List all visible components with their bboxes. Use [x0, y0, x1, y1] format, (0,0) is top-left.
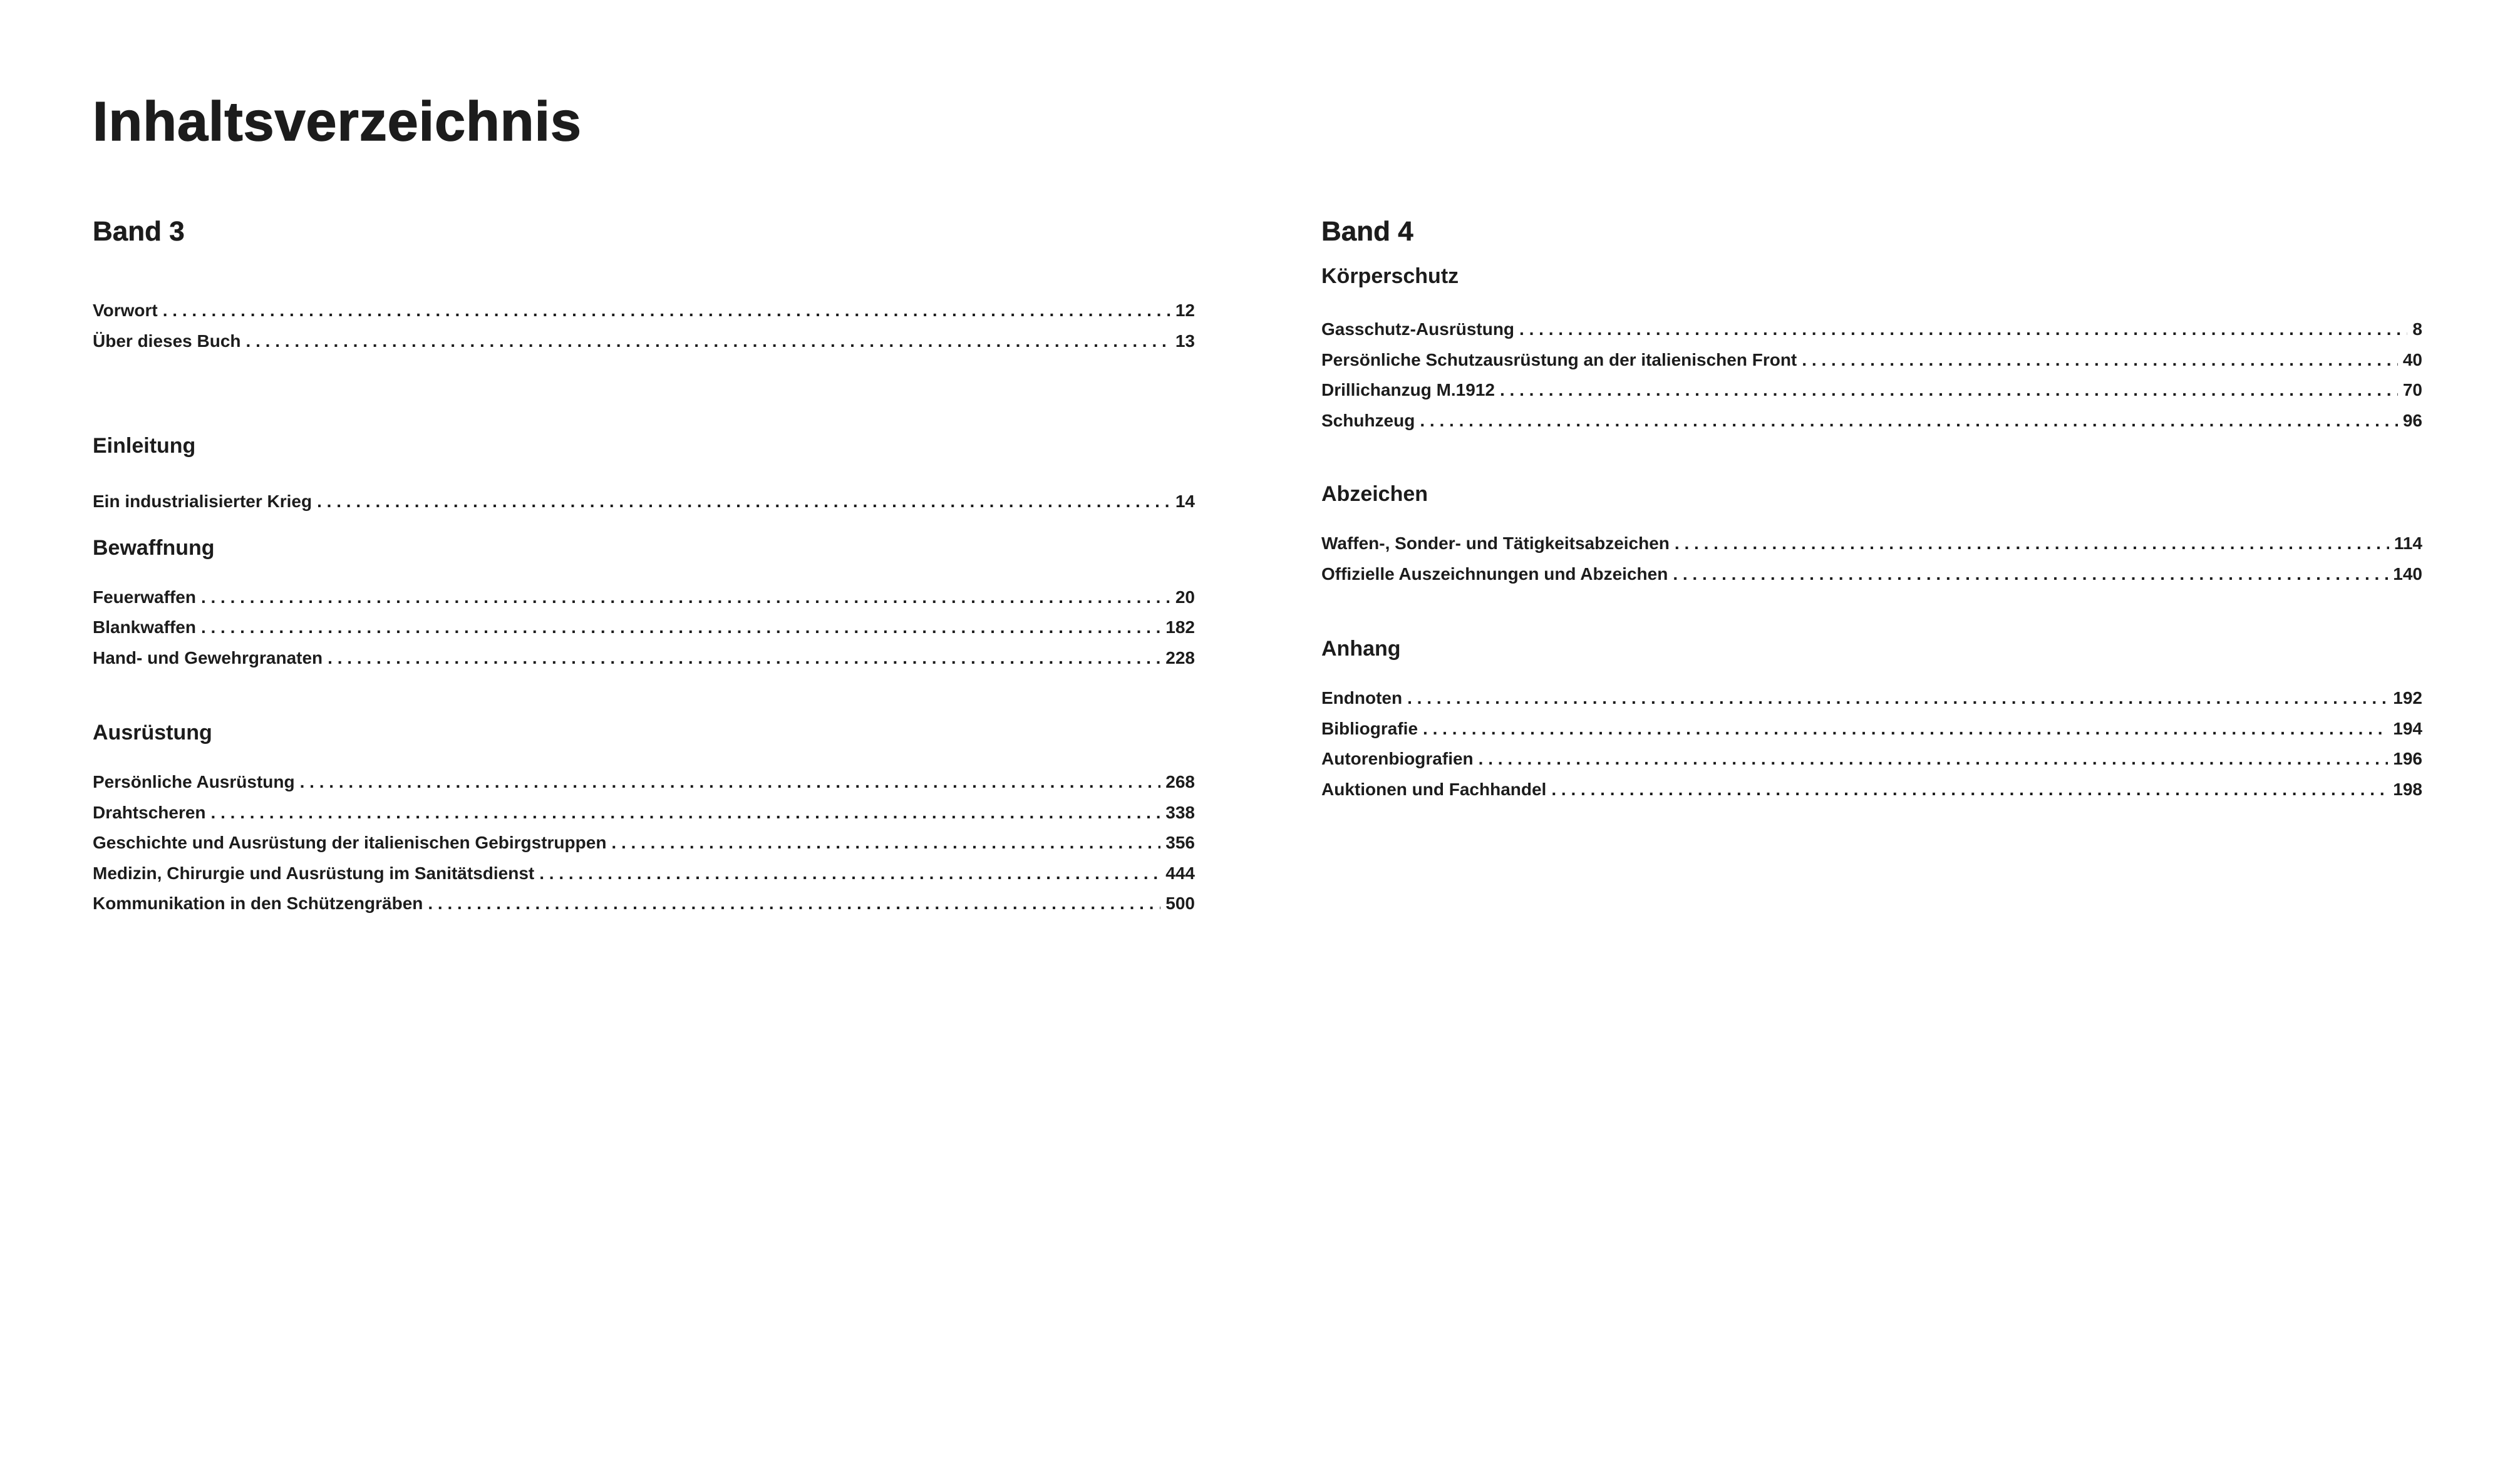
- dot-leader: [1551, 775, 2388, 805]
- toc-entry[interactable]: [1321, 406, 2422, 436]
- toc-entry-label: Feuerwaffen: [93, 587, 196, 607]
- dot-leader: [317, 487, 1170, 517]
- toc-entry-label: Persönliche Ausrüstung: [93, 772, 295, 791]
- toc-entry[interactable]: [1321, 744, 2422, 775]
- toc-entry-page: 356: [1165, 833, 1195, 852]
- toc-entry-page: 196: [2393, 749, 2422, 768]
- dot-leader: [428, 889, 1160, 919]
- toc-entry-page: 268: [1165, 772, 1195, 791]
- section-heading: Abzeichen: [1321, 482, 1428, 506]
- dot-leader: [201, 582, 1170, 613]
- toc-column-band-3: [93, 213, 1195, 919]
- toc-entry-page: 228: [1165, 647, 1195, 667]
- toc-entry-page: 40: [2402, 349, 2422, 369]
- dot-leader: [1420, 406, 2398, 436]
- toc-entry-page: 338: [1165, 802, 1195, 822]
- section-heading: Körperschutz: [1321, 264, 1459, 288]
- toc-entry-page: 20: [1175, 587, 1195, 607]
- toc-entry-label: Hand- und Gewehrgranaten: [93, 647, 323, 667]
- toc-entry[interactable]: [1321, 375, 2422, 406]
- dot-leader: [1500, 375, 2398, 406]
- toc-entry-label: Offizielle Auszeichnungen und Abzeichen: [1321, 564, 1668, 584]
- dot-leader: [1423, 714, 2388, 745]
- dot-leader: [1673, 559, 2388, 590]
- dot-leader: [1519, 314, 2407, 345]
- toc-entry-label: Über dieses Buch: [93, 331, 241, 351]
- dot-leader: [163, 296, 1170, 326]
- toc-entry[interactable]: [93, 858, 1195, 889]
- dot-leader: [611, 828, 1160, 858]
- toc-entry[interactable]: [93, 296, 1195, 326]
- dot-leader: [1407, 683, 2388, 714]
- toc-entry-label: Drahtscheren: [93, 802, 206, 822]
- toc-entry-page: 13: [1175, 331, 1195, 351]
- toc-entry-page: 194: [2393, 718, 2422, 738]
- toc-entry[interactable]: [1321, 559, 2422, 590]
- toc-entry-label: Auktionen und Fachhandel: [1321, 779, 1547, 799]
- toc-entry-page: 444: [1165, 863, 1195, 883]
- section-list: [93, 582, 1195, 674]
- toc-entry-label: Gasschutz-Ausrüstung: [1321, 319, 1515, 339]
- section-list: [93, 767, 1195, 919]
- toc-entry-label: Waffen-, Sonder- und Tätigkeitsabzeichen: [1321, 533, 1670, 553]
- band-title: Band 3: [93, 216, 185, 247]
- toc-entry[interactable]: [93, 828, 1195, 858]
- toc-entry[interactable]: [93, 798, 1195, 828]
- toc-entry-page: 140: [2393, 564, 2422, 584]
- toc-entry[interactable]: [1321, 528, 2422, 559]
- toc-entry-label: Persönliche Schutzausrüstung an der italienischen Front: [1321, 349, 1797, 369]
- toc-entry-label: Medizin, Chirurgie und Ausrüstung im Sanitätsdienst: [93, 863, 535, 883]
- toc-entry-label: Endnoten: [1321, 688, 1403, 708]
- section-list: [1321, 683, 2422, 805]
- toc-entry[interactable]: [93, 889, 1195, 919]
- toc-column-band-4: [1321, 213, 2422, 805]
- toc-entry-label: Blankwaffen: [93, 617, 196, 637]
- dot-leader: [1675, 528, 2389, 559]
- dot-leader: [246, 326, 1170, 357]
- toc-entry-page: 198: [2393, 779, 2422, 799]
- toc-entry[interactable]: [93, 582, 1195, 613]
- dot-leader: [539, 858, 1160, 889]
- dot-leader: [1802, 345, 2398, 376]
- toc-entry-label: Bibliografie: [1321, 718, 1418, 738]
- dot-leader: [300, 767, 1161, 798]
- section-list: [93, 487, 1195, 517]
- toc-entry-page: 500: [1165, 894, 1195, 913]
- section-heading: Anhang: [1321, 637, 1401, 661]
- toc-entry-page: 8: [2412, 319, 2422, 339]
- dot-leader: [201, 612, 1160, 643]
- toc-entry-page: 14: [1175, 492, 1195, 511]
- dot-leader: [211, 798, 1161, 828]
- section-list: [1321, 528, 2422, 589]
- toc-entry[interactable]: [1321, 314, 2422, 345]
- toc-entry[interactable]: [93, 487, 1195, 517]
- toc-entry-label: Schuhzeug: [1321, 410, 1415, 430]
- page-title: Inhaltsverzeichnis: [93, 90, 582, 152]
- toc-entry[interactable]: [1321, 775, 2422, 805]
- toc-entry-label: Geschichte und Ausrüstung der italienischen Gebirgstruppen: [93, 833, 607, 852]
- toc-entry[interactable]: [1321, 714, 2422, 745]
- toc-entry-label: Autorenbiografien: [1321, 749, 1474, 768]
- toc-entry[interactable]: [93, 326, 1195, 357]
- toc-entry-page: 96: [2402, 410, 2422, 430]
- toc-entry[interactable]: [93, 643, 1195, 674]
- toc-entry[interactable]: [1321, 683, 2422, 714]
- toc-entry[interactable]: [93, 612, 1195, 643]
- band-title: Band 4: [1321, 216, 1413, 247]
- toc-entry-page: 182: [1165, 617, 1195, 637]
- dot-leader: [328, 643, 1160, 674]
- toc-entry-label: Vorwort: [93, 301, 158, 320]
- toc-entry[interactable]: [1321, 345, 2422, 376]
- section-list: [1321, 314, 2422, 436]
- dot-leader: [1479, 744, 2389, 775]
- section-heading: Einleitung: [93, 434, 196, 458]
- toc-entry[interactable]: [93, 767, 1195, 798]
- front-matter-list: [93, 296, 1195, 356]
- toc-entry-page: 114: [2394, 533, 2422, 553]
- toc-entry-page: 192: [2393, 688, 2422, 708]
- toc-entry-label: Drillichanzug M.1912: [1321, 380, 1495, 399]
- toc-entry-label: Ein industrialisierter Krieg: [93, 492, 312, 511]
- section-heading: Bewaffnung: [93, 535, 215, 560]
- toc-entry-label: Kommunikation in den Schützengräben: [93, 894, 423, 913]
- section-heading: Ausrüstung: [93, 721, 212, 745]
- toc-entry-page: 70: [2402, 380, 2422, 399]
- toc-entry-page: 12: [1175, 301, 1195, 320]
